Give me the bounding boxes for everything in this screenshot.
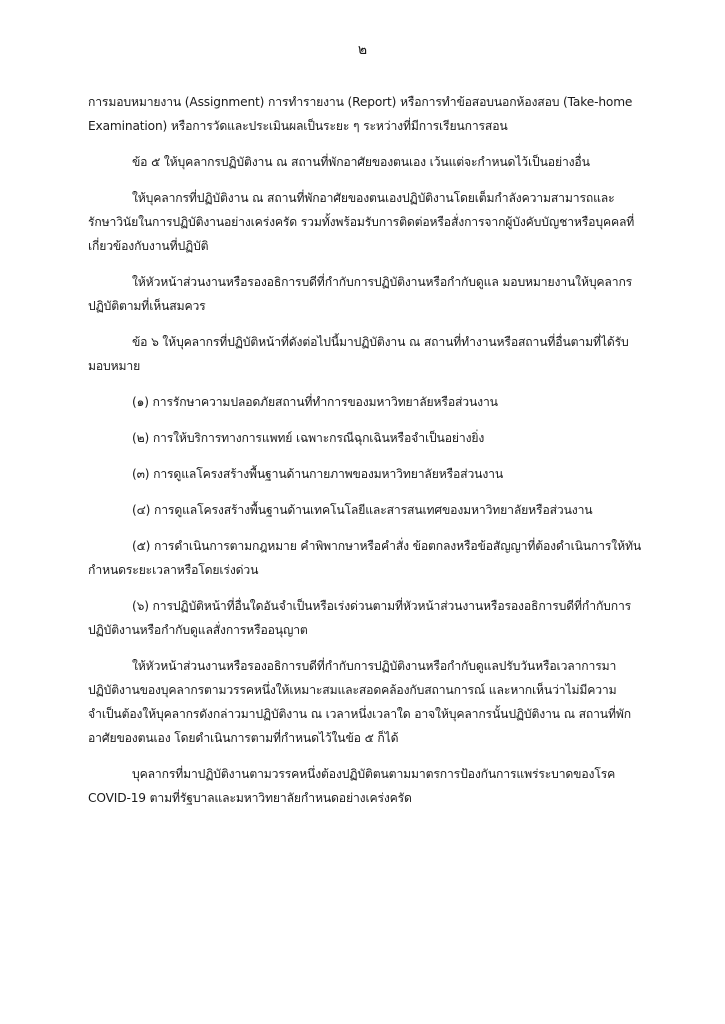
text-line: ข้อ ๕ ให้บุคลากรปฏิบัติงาน ณ สถานที่พักอาศัยของตนเอง เว้นแต่จะกำหนดไว้เป็นอย่างอื่น — [132, 155, 590, 169]
text-line: เกี่ยวข้องกับงานที่ปฏิบัติ — [88, 239, 209, 253]
list-item — [88, 462, 648, 486]
list-item — [88, 426, 648, 450]
text-line: ปฏิบัติงานหรือกำกับดูแลสั่งการหรืออนุญาต — [88, 623, 308, 637]
list-item — [88, 390, 648, 414]
text-line: (๒) การให้บริการทางการแพทย์ เฉพาะกรณีฉุกเฉินหรือจำเป็นอย่างยิ่ง — [132, 431, 485, 445]
paragraph-clause-6 — [88, 330, 648, 378]
paragraph-clause-5 — [88, 150, 648, 174]
paragraph — [88, 90, 648, 138]
text-line: ปฏิบัติงานของบุคลากรตามวรรคหนึ่งให้เหมาะสมและสอดคล้องกับสถานการณ์ และหากเห็นว่าไม่มีความ — [88, 683, 617, 697]
text-line: (๓) การดูแลโครงสร้างพื้นฐานด้านกายภาพของมหาวิทยาลัยหรือส่วนงาน — [132, 467, 503, 481]
text-line: (๔) การดูแลโครงสร้างพื้นฐานด้านเทคโนโลยีและสารสนเทศของมหาวิทยาลัยหรือส่วนงาน — [132, 503, 593, 517]
text-line: มอบหมาย — [88, 359, 141, 373]
paragraph — [88, 186, 648, 258]
text-line: ปฏิบัติตามที่เห็นสมควร — [88, 299, 206, 313]
text-line: ให้หัวหน้าส่วนงานหรือรองอธิการบดีที่กำกับการปฏิบัติงานหรือกำกับดูแลปรับวันหรือเวลาการมา — [132, 659, 617, 673]
list-item — [88, 498, 648, 522]
page-number: ๒ — [357, 42, 368, 58]
text-line: (๑) การรักษาความปลอดภัยสถานที่ทำการของมหาวิทยาลัยหรือส่วนงาน — [132, 395, 498, 409]
text-line: ให้หัวหน้าส่วนงานหรือรองอธิการบดีที่กำกับการปฏิบัติงานหรือกำกับดูแล มอบหมายงานให้บุคลากร — [132, 275, 633, 289]
text-line: ให้บุคลากรที่ปฏิบัติงาน ณ สถานที่พักอาศัยของตนเองปฏิบัติงานโดยเต็มกำลังความสามารถและ — [132, 191, 615, 205]
list-item — [88, 594, 648, 642]
text-line: กำหนดระยะเวลาหรือโดยเร่งด่วน — [88, 563, 259, 577]
text-line: (๖) การปฏิบัติหน้าที่อื่นใดอันจำเป็นหรือเร่งด่วนตามที่หัวหน้าส่วนงานหรือรองอธิการบดีที่กำกับการ — [132, 599, 632, 613]
text-line: (๕) การดำเนินการตามกฎหมาย คำพิพากษาหรือคำสั่ง ข้อตกลงหรือข้อสัญญาที่ต้องดำเนินการให้ทัน — [132, 539, 642, 553]
text-line: บุคลากรที่มาปฏิบัติงานตามวรรคหนึ่งต้องปฏิบัติตนตามมาตรการป้องกันการแพร่ระบาดของโรค — [132, 767, 616, 781]
text-line: COVID-19 ตามที่รัฐบาลและมหาวิทยาลัยกำหนดอย่างเคร่งครัด — [88, 791, 412, 805]
text-line: Examination) หรือการวัดและประเมินผลเป็นระยะ ๆ ระหว่างที่มีการเรียนการสอน — [88, 119, 508, 133]
list-item — [88, 534, 648, 582]
text-line: อาศัยของตนเอง โดยดำเนินการตามที่กำหนดไว้ในข้อ ๕ ก็ได้ — [88, 731, 399, 745]
document-body — [88, 90, 648, 810]
paragraph — [88, 762, 648, 810]
paragraph — [88, 270, 648, 318]
text-line: จำเป็นต้องให้บุคลากรดังกล่าวมาปฏิบัติงาน ณ เวลาหนึ่งเวลาใด อาจให้บุคลากรนั้นปฏิบัติงาน ณ สถานที่พัก — [88, 707, 631, 721]
text-line: รักษาวินัยในการปฏิบัติงานอย่างเคร่งครัด รวมทั้งพร้อมรับการติดต่อหรือสั่งการจากผู้บังคับบัญชาหรือบุคคลที่ — [88, 215, 635, 229]
text-line: ข้อ ๖ ให้บุคลากรที่ปฏิบัติหน้าที่ดังต่อไปนี้มาปฏิบัติงาน ณ สถานที่ทำงานหรือสถานที่อื่นตามที่ได้รับ — [132, 335, 629, 349]
paragraph — [88, 654, 648, 750]
text-line: การมอบหมายงาน (Assignment) การทำรายงาน (Report) หรือการทำข้อสอบนอกห้องสอบ (Take-home — [88, 95, 633, 109]
